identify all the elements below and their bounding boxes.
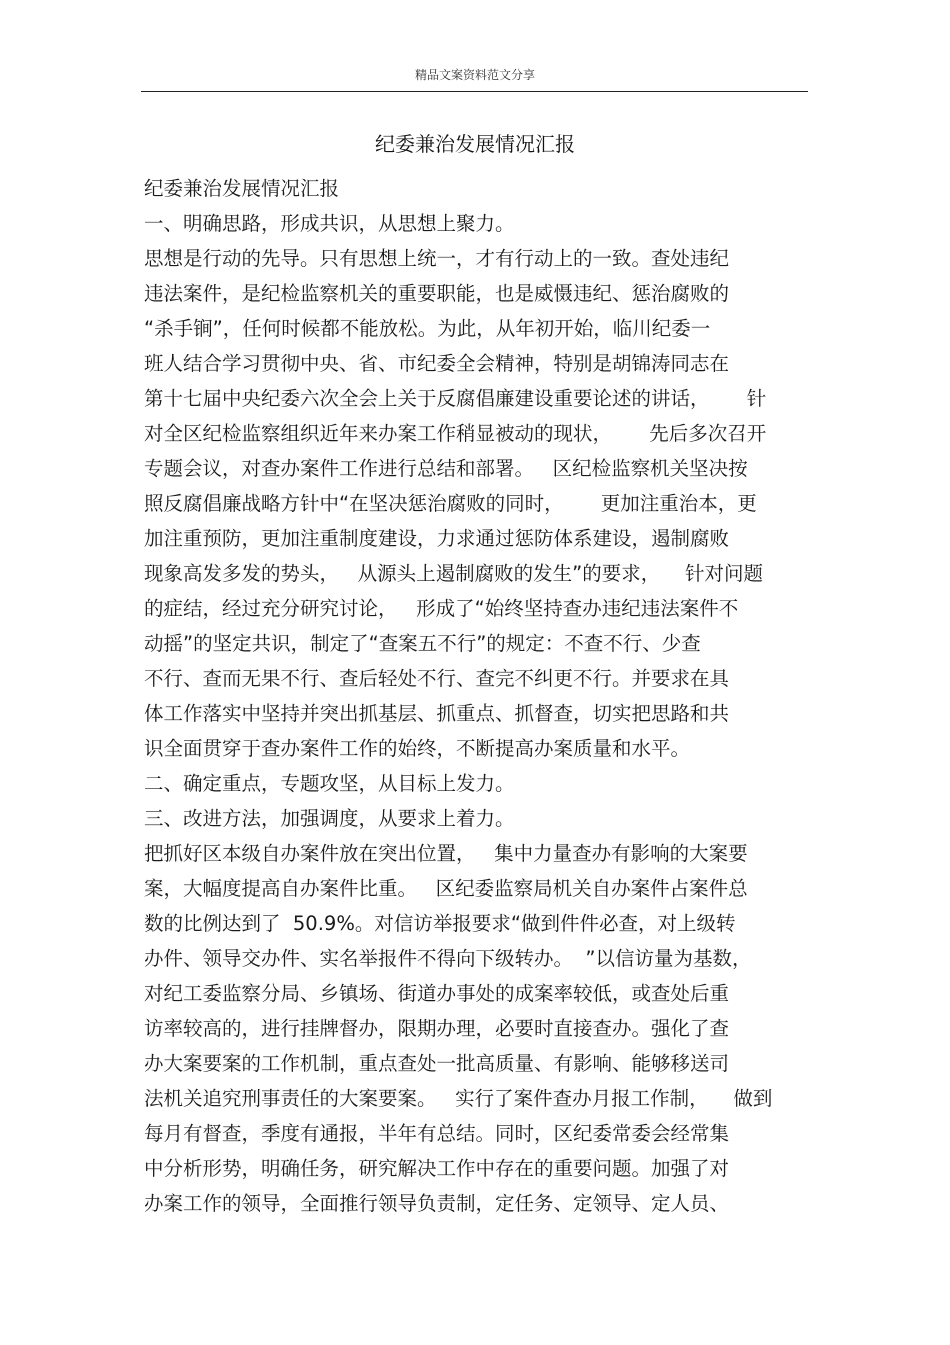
body-line: 每月有督查，季度有通报，半年有总结。同时，区纪委常委会经常集 bbox=[144, 1122, 730, 1145]
body-line: 访率较高的，进行挂牌督办，限期办理，必要时直接查办。强化了查 bbox=[144, 1017, 730, 1040]
header-divider bbox=[141, 91, 808, 92]
body-line: 照反腐倡廉战略方针中“在坚决惩治腐败的同时， 更加注重治本，更 bbox=[144, 492, 757, 515]
body-line: 中分析形势，明确任务，研究解决工作中存在的重要问题。加强了对 bbox=[144, 1157, 730, 1180]
body-line: 思想是行动的先导。只有思想上统一，才有行动上的一致。查处违纪 bbox=[144, 247, 730, 270]
body-line: 办案工作的领导，全面推行领导负责制，定任务、定领导、定人员、 bbox=[144, 1192, 730, 1215]
body-line: 对纪工委监察分局、乡镇场、街道办事处的成案率较低，或查处后重 bbox=[144, 982, 730, 1005]
page-header: 精品文案资料范文分享 bbox=[414, 68, 535, 82]
body-line: 一、明确思路，形成共识，从思想上聚力。 bbox=[144, 212, 515, 235]
body-line: 专题会议，对查办案件工作进行总结和部署。 区纪检监察机关坚决按 bbox=[144, 457, 748, 480]
body-line: 纪委兼治发展情况汇报 bbox=[144, 177, 340, 200]
body-line: 办件、领导交办件、实名举报件不得向下级转办。 ”以信访量为基数， bbox=[144, 947, 752, 970]
body-line: 不行、查而无果不行、查后轻处不行、查完不纠更不行。并要求在具 bbox=[144, 667, 730, 690]
body-line: 法机关追究刑事责任的大案要案。 实行了案件查办月报工作制， 做到 bbox=[144, 1087, 773, 1110]
body-line: 班人结合学习贯彻中央、省、市纪委全会精神，特别是胡锦涛同志在 bbox=[144, 352, 730, 375]
body-line: 把抓好区本级自办案件放在突出位置， 集中力量查办有影响的大案要 bbox=[144, 842, 748, 865]
body-line: 违法案件，是纪检监察机关的重要职能，也是威慑违纪、惩治腐败的 bbox=[144, 282, 730, 305]
body-line: 动摇”的坚定共识，制定了“查案五不行”的规定：不查不行、少查 bbox=[144, 632, 701, 655]
body-line: 识全面贯穿于查办案件工作的始终，不断提高办案质量和水平。 bbox=[144, 737, 691, 760]
body-line: 办大案要案的工作机制，重点查处一批高质量、有影响、能够移送司 bbox=[144, 1052, 730, 1075]
body-line: 的症结，经过充分研究讨论， 形成了“始终坚持查办违纪违法案件不 bbox=[144, 597, 739, 620]
body-line: 加注重预防，更加注重制度建设，力求通过惩防体系建设，遏制腐败 bbox=[144, 527, 730, 550]
body-line: 案，大幅度提高自办案件比重。 区纪委监察局机关自办案件占案件总 bbox=[144, 877, 748, 900]
body-line: “杀手锏”，任何时候都不能放松。为此，从年初开始，临川纪委一 bbox=[144, 317, 711, 340]
body-line: 对全区纪检监察组织近年来办案工作稍显被动的现状， 先后多次召开 bbox=[144, 422, 767, 445]
body-line: 现象高发多发的势头， 从源头上遏制腐败的发生”的要求， 针对问题 bbox=[144, 562, 763, 585]
document-title: 纪委兼治发展情况汇报 bbox=[375, 132, 575, 156]
body-line: 第十七届中央纪委六次全会上关于反腐倡廉建设重要论述的讲话， 针 bbox=[144, 387, 767, 410]
body-line: 三、改进方法，加强调度，从要求上着力。 bbox=[144, 807, 515, 830]
body-line: 二、确定重点，专题攻坚，从目标上发力。 bbox=[144, 772, 515, 795]
body-line: 体工作落实中坚持并突出抓基层、抓重点、抓督查，切实把思路和共 bbox=[144, 702, 730, 725]
document-body bbox=[144, 171, 814, 1221]
body-line: 数的比例达到了 50.9%。对信访举报要求“做到件件必查，对上级转 bbox=[144, 912, 736, 935]
